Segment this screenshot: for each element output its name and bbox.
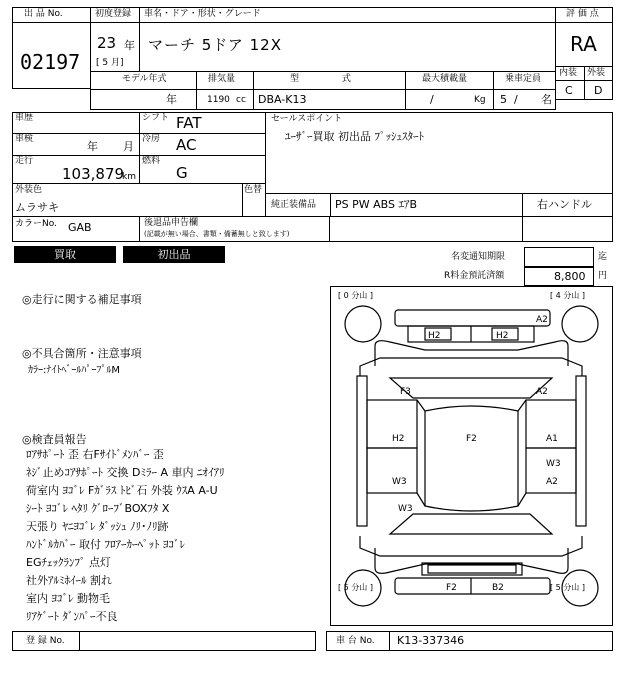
recycle-label: R料金預託済額 xyxy=(444,271,505,281)
equipment-label: 純正装備品 xyxy=(271,200,317,210)
defects-line: ｶﾗｰ:ﾅｲﾄﾍﾞｰﾙﾊﾟｰﾌﾟﾙM xyxy=(28,365,120,376)
buy-tag: 買取 xyxy=(14,246,116,263)
max-load-unit: Kg xyxy=(474,95,486,105)
mileage: 103,879 xyxy=(62,165,125,183)
displacement-label: 排気量 xyxy=(208,74,236,84)
model-code: DBA-K13 xyxy=(258,93,307,106)
inspector-line: ﾛｱｻﾎﾟｰﾄ 歪 右Fｻｲﾄﾞﾒﾝﾊﾞｰ 歪 xyxy=(26,448,164,461)
reg-no-label: 登 録 No. xyxy=(26,636,65,646)
mark-front-bumper: A2 xyxy=(536,315,548,325)
fuel: G xyxy=(176,164,188,182)
first-reg-month: [ 5 月] xyxy=(96,58,124,68)
transfer-deadline-unit: 迄 xyxy=(598,252,608,262)
mark-left-front-door: H2 xyxy=(392,434,405,444)
repaint-label: 色替 xyxy=(244,185,263,195)
mark-right-front-door: A1 xyxy=(546,434,558,444)
sales-point-label: セールスポイント xyxy=(271,114,343,124)
capacity: 5 xyxy=(500,93,507,106)
inspector-line: ｼｰﾄ ﾖｺﾞﾚ ﾍﾀﾘ ｸﾞﾛｰﾌﾞBOXﾌﾀ X xyxy=(26,502,170,515)
inspector-line: 社外ｱﾙﾐﾎｲｰﾙ 割れ xyxy=(26,574,112,587)
interior-score: C xyxy=(565,84,573,97)
fuel-label: 燃料 xyxy=(142,156,161,166)
driving-notes-heading: ◎走行に関する補足事項 xyxy=(22,293,142,306)
inspection-year-unit: 年 xyxy=(87,140,98,153)
first-reg-year: 23 xyxy=(97,34,117,52)
aftermarket-label: 後退品申告欄 xyxy=(144,218,199,228)
mileage-label: 走行 xyxy=(15,156,34,166)
history-label: 車歴 xyxy=(15,113,34,123)
inspector-line: 室内 ﾖｺﾞﾚ 動物毛 xyxy=(26,592,110,605)
max-load-label: 最大積載量 xyxy=(422,74,468,84)
mark-rear-bumper-1: F2 xyxy=(446,583,457,593)
steering: 右ハンドル xyxy=(537,198,592,211)
inspector-line: ﾈｼﾞ止めｺｱｻﾎﾟｰﾄ 交換 Dﾐﾗｰ A 車内 ﾆｵｲｱﾘ xyxy=(26,466,225,479)
tire-rear-right-depth: [ 5 分山 ] xyxy=(550,583,585,592)
capacity-unit: 名 xyxy=(541,93,552,106)
mark-right-fender: A2 xyxy=(536,387,548,397)
aftermarket-note: (記載が無い場合、書類・備蓄無しと致します) xyxy=(144,230,290,238)
mark-left-fender: F3 xyxy=(400,387,411,397)
mark-hood-left: H2 xyxy=(428,331,441,341)
interior-label: 内装 xyxy=(559,68,578,78)
inspector-line: ﾊﾝﾄﾞﾙｶﾊﾞｰ 取付 ﾌﾛｱｰｶｰﾍﾟｯﾄ ﾖｺﾞﾚ xyxy=(26,538,185,551)
tire-front-right-depth: [ 4 分山 ] xyxy=(550,291,585,300)
model-label: 型 式 xyxy=(290,74,351,84)
ac-label: 冷房 xyxy=(142,134,161,144)
mark-rear-bumper-2: B2 xyxy=(492,583,504,593)
sales-point: ﾕｰｻﾞｰ買取 初出品 ﾌﾟｯｼｭｽﾀｰﾄ xyxy=(285,130,424,143)
mark-left-rear-door: W3 xyxy=(392,477,407,487)
mark-right-rear-door: A2 xyxy=(546,477,558,487)
tire-front-left-depth: [ 0 分山 ] xyxy=(338,291,373,300)
color-no-label: カラーNo. xyxy=(15,219,57,229)
capacity-slash: / xyxy=(514,93,518,106)
exterior-label: 外装 xyxy=(587,68,606,78)
shift: FAT xyxy=(176,114,202,132)
model-year-label: モデル年式 xyxy=(122,74,167,84)
car-damage-diagram xyxy=(330,286,613,626)
exterior-score: D xyxy=(594,84,603,97)
first-listing-tag: 初出品 xyxy=(123,246,225,263)
mileage-unit: km xyxy=(122,172,136,182)
recycle-unit: 円 xyxy=(598,271,608,281)
inspection-month-unit: 月 xyxy=(123,140,134,153)
model-year-unit: 年 xyxy=(166,93,177,106)
mark-left-quarter: W3 xyxy=(398,504,413,514)
lot-no: 02197 xyxy=(20,50,81,74)
exterior-color-label: 外装色 xyxy=(15,185,43,195)
defects-heading: ◎不具合箇所・注意事項 xyxy=(22,347,142,360)
shift-label: シフト xyxy=(142,113,170,123)
first-reg-label: 初度登録 xyxy=(95,9,132,19)
equipment: PS PW ABS ｴｱB xyxy=(335,198,418,211)
mark-right-front-door-2: W3 xyxy=(546,459,561,469)
mark-roof: F2 xyxy=(466,434,477,444)
ac: AC xyxy=(176,136,197,154)
chassis-label: 車 台 No. xyxy=(336,636,375,646)
mark-hood-right: H2 xyxy=(496,331,509,341)
transfer-deadline-label: 名変通知期限 xyxy=(451,252,506,262)
tire-rear-left-depth: [ 5 分山 ] xyxy=(338,583,373,592)
displacement-unit: cc xyxy=(236,95,246,105)
max-load: / xyxy=(430,93,434,106)
exterior-color: ムラサキ xyxy=(15,201,59,214)
inspector-line: 天張り ﾔﾆﾖｺﾞﾚ ﾀﾞｯｼｭ ﾉﾘ･ﾉﾘ跡 xyxy=(26,520,169,533)
grade-label: 評 価 点 xyxy=(566,9,599,19)
car-name: マーチ 5ドア 12X xyxy=(148,36,282,54)
recycle-amount: 8,800 xyxy=(554,270,586,283)
inspector-line: ﾘｱｹﾞｰﾄ ﾀﾞﾝﾊﾟｰ不良 xyxy=(26,610,118,623)
lot-no-label: 出 品 No. xyxy=(24,9,63,19)
capacity-label: 乗車定員 xyxy=(505,74,542,84)
inspector-heading: ◎検査員報告 xyxy=(22,433,87,446)
inspection-label: 車検 xyxy=(15,134,34,144)
first-reg-year-unit: 年 xyxy=(124,39,135,52)
color-no: GAB xyxy=(68,221,92,234)
displacement: 1190 xyxy=(207,95,230,105)
car-name-label: 車名・ドア・形状・グレード xyxy=(144,9,261,19)
inspector-line: 荷室内 ﾖｺﾞﾚ Fｶﾞﾗｽ ﾄﾋﾞ石 外装 ｳｽA A-U xyxy=(26,484,218,497)
inspector-line: EGﾁｪｯｸﾗﾝﾌﾟ 点灯 xyxy=(26,556,111,569)
chassis-no: K13-337346 xyxy=(397,634,465,647)
overall-grade: RA xyxy=(570,32,597,56)
